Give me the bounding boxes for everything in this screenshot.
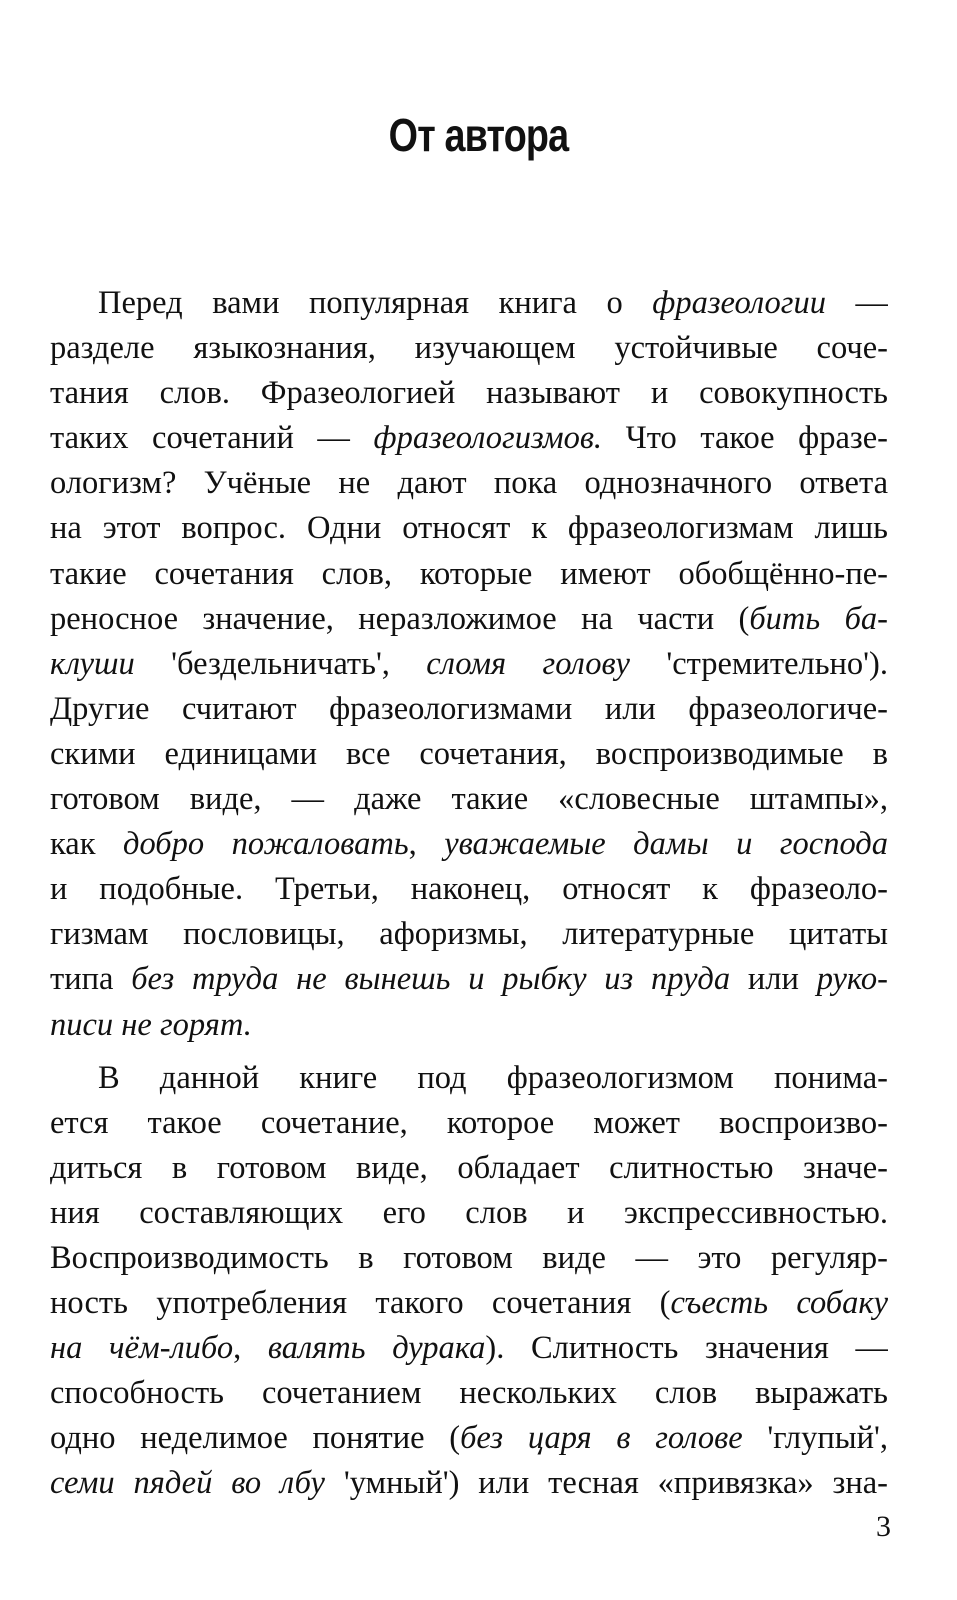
- text-line: гизмам пословицы, афоризмы, литературные цитаты: [50, 916, 888, 953]
- text-line: ность употребления такого сочетания (съесть собаку: [50, 1285, 888, 1322]
- text-line: В данной книге под фразеологизмом понима-: [98, 1059, 888, 1096]
- text-line: на чём-либо, валять дурака). Слитность значения —: [50, 1330, 888, 1367]
- text-line: на этот вопрос. Одни относят к фразеологизмам лишь: [50, 510, 888, 547]
- text-line: ется такое сочетание, которое может воспроизво-: [50, 1104, 888, 1141]
- text-line: разделе языкознания, изучающем устойчивые соче-: [50, 330, 888, 367]
- paragraph-2: [50, 1056, 888, 1507]
- text-line: Другие считают фразеологизмами или фразеологиче-: [50, 690, 888, 727]
- page-number: 3: [876, 1510, 891, 1543]
- text-line: типа без труда не вынешь и рыбку из пруда или руко-: [50, 961, 888, 998]
- text-line: готовом виде, — даже такие «словесные штампы»,: [50, 781, 888, 818]
- text-line: тания слов. Фразеологией называют и совокупность: [50, 375, 888, 412]
- text-line: писи не горят.: [50, 1006, 252, 1043]
- text-line: способность сочетанием нескольких слов выражать: [50, 1375, 888, 1412]
- text-line: одно неделимое понятие (без царя в голове 'глупый',: [50, 1420, 888, 1457]
- text-line: семи пядей во лбу 'умный') или тесная «привязка» зна-: [50, 1465, 888, 1502]
- paragraph-gap: [50, 1048, 888, 1056]
- body-text: [50, 281, 888, 1507]
- text-line: клуши 'бездельничать', сломя голову 'стремительно').: [50, 645, 888, 682]
- text-line: таких сочетаний — фразеологизмов. Что такое фразе-: [50, 420, 888, 457]
- text-line: реносное значение, неразложимое на части (бить ба-: [50, 600, 888, 637]
- text-line: скими единицами все сочетания, воспроизводимые в: [50, 735, 888, 772]
- text-line: такие сочетания слов, которые имеют обобщённо-пе-: [50, 555, 888, 592]
- text-line: ологизм? Учёные не дают пока однозначного ответа: [50, 465, 888, 502]
- paragraph-1: [50, 281, 888, 1048]
- text-line: и подобные. Третьи, наконец, относят к фразеоло-: [50, 871, 888, 908]
- text-line: как добро пожаловать, уважаемые дамы и господа: [50, 826, 888, 863]
- page-title: От автора: [388, 109, 569, 161]
- text-line: Перед вами популярная книга о фразеологии —: [98, 285, 888, 321]
- text-line: Воспроизводимость в готовом виде — это регуляр-: [50, 1239, 888, 1276]
- text-line: ния составляющих его слов и экспрессивностью.: [50, 1194, 888, 1231]
- text-line: диться в готовом виде, обладает слитностью значе-: [50, 1149, 888, 1186]
